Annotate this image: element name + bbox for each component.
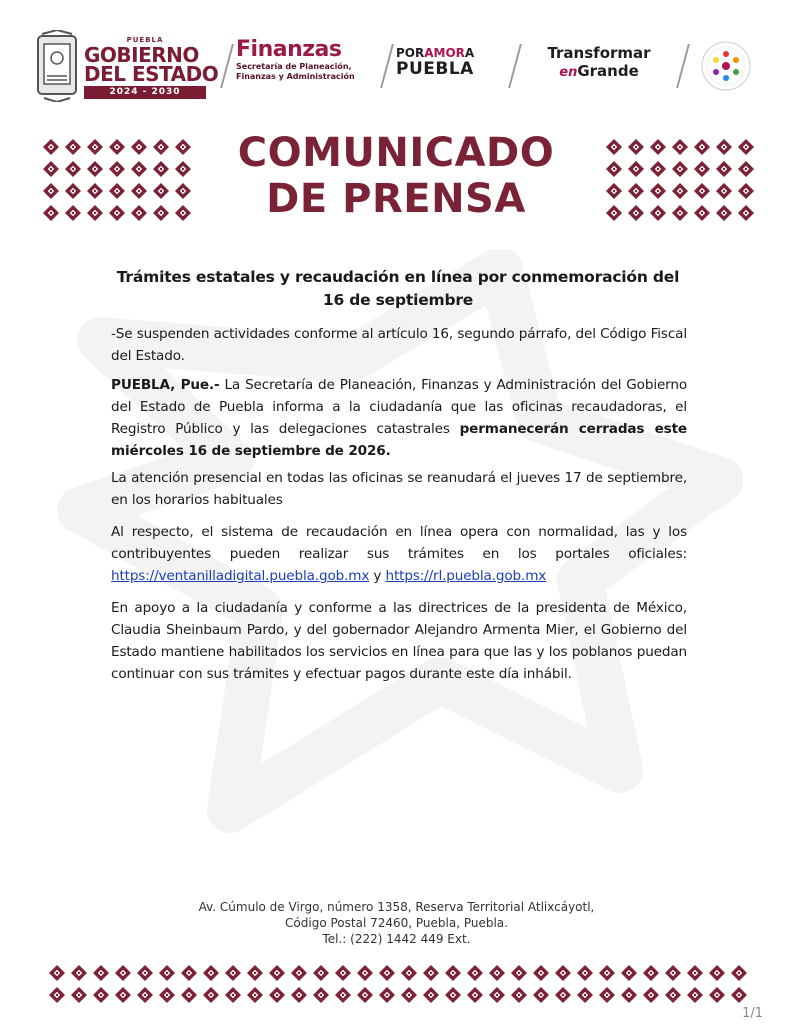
pattern-diamond	[181, 987, 197, 1003]
finanzas-sub2: Finanzas y Administración	[236, 72, 355, 81]
pattern-diamond	[203, 965, 219, 981]
pattern-diamond	[131, 161, 147, 177]
ventanilla-digital-link[interactable]: https://ventanilladigital.puebla.gob.mx	[111, 568, 370, 584]
circular-emblem-icon	[700, 40, 752, 92]
gov-line1: GOBIERNO	[84, 43, 199, 67]
transformar-line2: enGrande	[559, 62, 639, 80]
pattern-diamond	[87, 161, 103, 177]
pattern-diamond	[606, 161, 622, 177]
pattern-diamond	[687, 987, 703, 1003]
pattern-diamond	[137, 965, 153, 981]
title-line1: COMUNICADO	[237, 130, 555, 176]
pattern-diamond	[131, 139, 147, 155]
pattern-diamond	[153, 205, 169, 221]
pattern-diamond	[731, 987, 747, 1003]
pattern-diamond	[738, 139, 754, 155]
finanzas-title: Finanzas	[236, 37, 342, 62]
pattern-diamond	[694, 183, 710, 199]
pattern-diamond	[423, 965, 439, 981]
por-amor-a-puebla-logo	[396, 46, 506, 78]
pattern-diamond	[43, 183, 59, 199]
pattern-diamond	[650, 183, 666, 199]
pattern-diamond	[269, 987, 285, 1003]
pattern-diamond	[555, 987, 571, 1003]
pattern-diamond	[738, 183, 754, 199]
finanzas-sub1: Secretaría de Planeación,	[236, 62, 352, 71]
pattern-diamond	[181, 965, 197, 981]
pattern-diamond	[115, 965, 131, 981]
gov-small-label: PUEBLA	[126, 36, 164, 44]
lead-paragraph: PUEBLA, Pue.- La Secretaría de Planeación, Finanzas y Administración del Gobierno del Estado de Puebla informa a la ciudadanía que las oficinas recaudadoras, el Registro Público y las delegaciones catastrales permanecerán cerradas este miércoles 16 de septiembre de 2026.	[111, 377, 688, 459]
gov-years: 2024 - 2030	[84, 86, 206, 99]
pattern-diamond	[65, 205, 81, 221]
logo-divider	[508, 44, 522, 88]
decorative-pattern-bottom	[38, 962, 758, 1006]
gobierno-logo	[84, 36, 242, 102]
pattern-diamond	[628, 139, 644, 155]
pattern-diamond	[137, 987, 153, 1003]
pattern-diamond	[247, 987, 263, 1003]
pattern-diamond	[716, 183, 732, 199]
pattern-diamond	[65, 139, 81, 155]
pattern-diamond	[628, 205, 644, 221]
pattern-diamond	[665, 987, 681, 1003]
pattern-diamond	[335, 987, 351, 1003]
pattern-diamond	[175, 183, 191, 199]
pattern-diamond	[335, 965, 351, 981]
closure-notice: permanecerán cerradas este miércoles 16 de septiembre de 2026.	[111, 421, 688, 459]
pattern-diamond	[467, 987, 483, 1003]
footer-address	[150, 899, 643, 947]
pattern-diamond	[628, 183, 644, 199]
pattern-diamond	[109, 205, 125, 221]
pattern-diamond	[87, 139, 103, 155]
page-number: 1/1	[742, 1006, 763, 1021]
pattern-diamond	[672, 161, 688, 177]
pattern-diamond	[203, 987, 219, 1003]
pattern-diamond	[313, 965, 329, 981]
subheading-paragraph: -Se suspenden actividades conforme al artículo 16, segundo párrafo, del Código Fiscal del Estado.	[111, 326, 687, 364]
pattern-diamond	[93, 987, 109, 1003]
footer-line2: Código Postal 72460, Puebla, Puebla.	[285, 916, 508, 930]
pattern-diamond	[694, 139, 710, 155]
pattern-diamond	[357, 965, 373, 981]
reopening-paragraph: La atención presencial en todas las oficinas se reanudará el jueves 17 de septiembre, en los horarios habituales	[111, 470, 687, 508]
pattern-diamond	[175, 205, 191, 221]
pattern-diamond	[467, 965, 483, 981]
pattern-diamond	[694, 205, 710, 221]
pattern-diamond	[489, 987, 505, 1003]
pattern-diamond	[43, 205, 59, 221]
pattern-diamond	[423, 987, 439, 1003]
pattern-diamond	[621, 987, 637, 1003]
pattern-diamond	[489, 965, 505, 981]
pattern-diamond	[71, 987, 87, 1003]
pattern-diamond	[357, 987, 373, 1003]
pattern-diamond	[109, 139, 125, 155]
pattern-diamond	[694, 161, 710, 177]
pattern-diamond	[131, 205, 147, 221]
pattern-diamond	[738, 161, 754, 177]
pattern-diamond	[577, 987, 593, 1003]
pattern-diamond	[43, 161, 59, 177]
pattern-diamond	[291, 987, 307, 1003]
pattern-diamond	[65, 161, 81, 177]
pattern-diamond	[153, 183, 169, 199]
pattern-diamond	[131, 183, 147, 199]
transformar-line1: Transformar	[547, 44, 651, 62]
pattern-diamond	[153, 161, 169, 177]
pattern-diamond	[225, 987, 241, 1003]
gov-line2: DEL ESTADO	[84, 62, 219, 86]
footer-line1: Av. Cúmulo de Virgo, número 1358, Reserva Territorial Atlixcáyotl,	[198, 900, 595, 914]
pattern-diamond	[665, 965, 681, 981]
transformar-en-grande-logo	[524, 44, 674, 82]
pattern-diamond	[650, 161, 666, 177]
decorative-pattern-left	[32, 128, 202, 232]
state-seal-icon	[34, 30, 80, 102]
pattern-diamond	[401, 965, 417, 981]
logo-divider	[676, 44, 690, 88]
pattern-diamond	[247, 965, 263, 981]
pattern-diamond	[731, 965, 747, 981]
pattern-diamond	[599, 965, 615, 981]
page-title	[196, 130, 596, 222]
amor-line2: PUEBLA	[396, 59, 474, 79]
decorative-pattern-right	[594, 128, 766, 232]
pattern-diamond	[606, 183, 622, 199]
pattern-diamond	[533, 987, 549, 1003]
dateline: PUEBLA, Pue.-	[111, 377, 220, 393]
pattern-diamond	[709, 987, 725, 1003]
pattern-diamond	[650, 205, 666, 221]
recaudacion-linea-link[interactable]: https://rl.puebla.gob.mx	[385, 568, 547, 584]
pattern-diamond	[606, 205, 622, 221]
pattern-diamond	[49, 987, 65, 1003]
pattern-diamond	[511, 987, 527, 1003]
pattern-diamond	[533, 965, 549, 981]
pattern-diamond	[269, 965, 285, 981]
pattern-diamond	[153, 139, 169, 155]
finanzas-logo	[236, 38, 386, 82]
header-logos	[30, 28, 765, 104]
pattern-diamond	[379, 987, 395, 1003]
pattern-diamond	[313, 987, 329, 1003]
pattern-diamond	[71, 965, 87, 981]
pattern-diamond	[49, 965, 65, 981]
pattern-diamond	[43, 139, 59, 155]
pattern-diamond	[109, 161, 125, 177]
pattern-diamond	[738, 205, 754, 221]
headline: Trámites estatales y recaudación en línea por conmemoración del 16 de septiembre	[116, 268, 680, 309]
pattern-diamond	[643, 987, 659, 1003]
pattern-diamond	[159, 965, 175, 981]
pattern-diamond	[716, 139, 732, 155]
pattern-diamond	[511, 965, 527, 981]
pattern-diamond	[672, 205, 688, 221]
pattern-diamond	[687, 965, 703, 981]
pattern-diamond	[628, 161, 644, 177]
pattern-diamond	[115, 987, 131, 1003]
pattern-diamond	[175, 139, 191, 155]
pattern-diamond	[225, 965, 241, 981]
pattern-diamond	[672, 183, 688, 199]
closing-paragraph: En apoyo a la ciudadanía y conforme a las directrices de la presidenta de México, Claudia Sheinbaum Pardo, y del gobernador Alejandro Armenta Mier, el Gobierno del Estado mantiene habilitados los servicios en línea para que las y los poblanos puedan continuar con sus trámites y efectuar pagos durante este día inhábil.	[111, 600, 687, 682]
pattern-diamond	[379, 965, 395, 981]
pattern-diamond	[445, 987, 461, 1003]
pattern-diamond	[599, 987, 615, 1003]
pattern-diamond	[716, 161, 732, 177]
online-services-paragraph: Al respecto, el sistema de recaudación en línea opera con normalidad, las y los contribuyentes pueden realizar sus trámites en los portales oficiales: https://ventanilladigital.puebla.gob.mx y https://rl.puebla.gob.mx	[111, 524, 687, 584]
pattern-diamond	[555, 965, 571, 981]
pattern-diamond	[672, 139, 688, 155]
pattern-diamond	[643, 965, 659, 981]
pattern-diamond	[577, 965, 593, 981]
pattern-diamond	[445, 965, 461, 981]
pattern-diamond	[401, 987, 417, 1003]
footer-line3: Tel.: (222) 1442 449 Ext.	[322, 932, 471, 946]
pattern-diamond	[87, 205, 103, 221]
pattern-diamond	[650, 139, 666, 155]
pattern-diamond	[291, 965, 307, 981]
pattern-diamond	[93, 965, 109, 981]
pattern-diamond	[606, 139, 622, 155]
pattern-diamond	[175, 161, 191, 177]
pattern-diamond	[716, 205, 732, 221]
amor-line1: PORAMORA	[396, 46, 475, 60]
title-line2: DE PRENSA	[266, 176, 526, 222]
pattern-diamond	[159, 987, 175, 1003]
pattern-diamond	[709, 965, 725, 981]
pattern-diamond	[109, 183, 125, 199]
pattern-diamond	[87, 183, 103, 199]
pattern-diamond	[621, 965, 637, 981]
pattern-diamond	[65, 183, 81, 199]
